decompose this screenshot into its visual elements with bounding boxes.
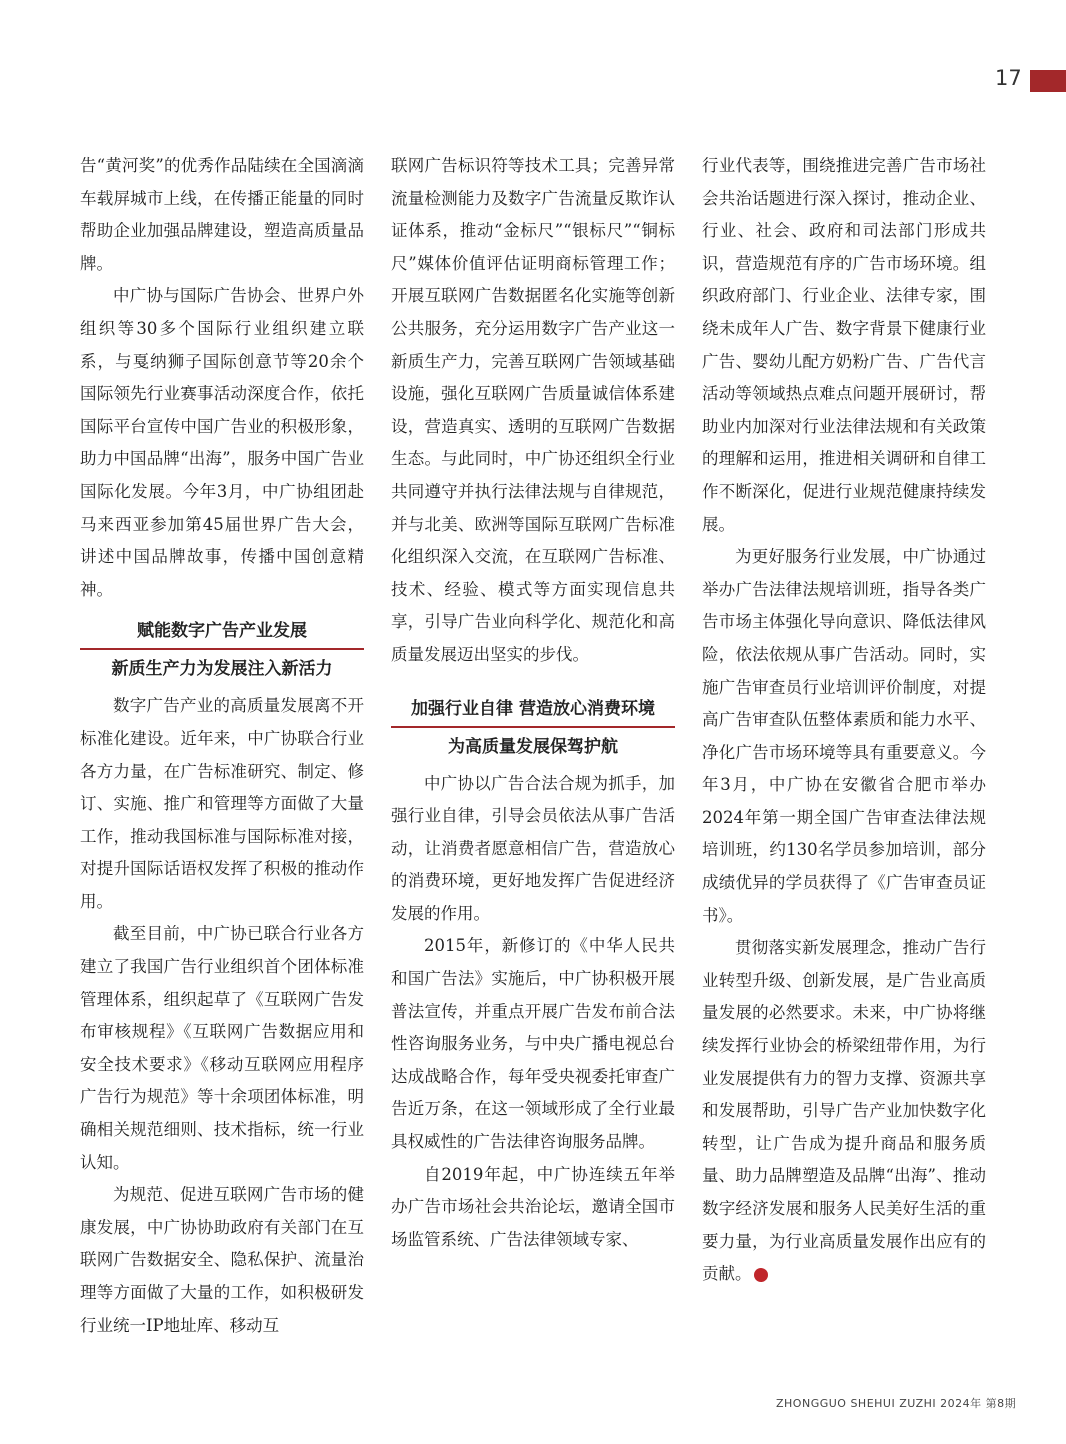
page-number: 17 <box>995 66 1022 90</box>
paragraph <box>702 932 986 1291</box>
footer-publication-info: ZHONGGUO SHEHUI ZUZHI 2024年 第8期 <box>776 1397 1017 1410</box>
paragraph: 告“黄河奖”的优秀作品陆续在全国滴滴车载屏城市上线，在传播正能量的同时帮助企业加强品牌建设，塑造高质量品牌。 <box>80 156 364 273</box>
section-subtitle: 为高质量发展保驾护航 <box>448 736 618 757</box>
paragraph: 截至目前，中广协已联合行业各方建立了我国广告行业组织首个团体标准管理体系，组织起草了《互联网广告发布审核规程》《互联网广告数据应用和安全技术要求》《移动互联网应用程序广告行为规范》等十余项团体标准，明确相关规范细则、技术指标，统一行业认知。 <box>80 924 364 1172</box>
paragraph: 行业代表等，围绕推进完善广告市场社会共治话题进行深入探讨，推动企业、行业、社会、政府和司法部门形成共识，营造规范有序的广告市场环境。组织政府部门、行业企业、法律专家，围绕未成年人广告、数字背景下健康行业广告、婴幼儿配方奶粉广告、广告代言活动等领域热点难点问题开展研讨，帮助业内加深对行业法律法规和有关政策的理解和运用，推进相关调研和自律工作不断深化，促进行业规范健康持续发展。 <box>702 156 986 534</box>
end-of-article-icon <box>754 1268 768 1282</box>
column-3 <box>702 150 986 1291</box>
section-divider <box>80 648 364 650</box>
page-number-bar <box>1030 70 1066 92</box>
paragraph-text: 贯彻落实新发展理念，推动广告行业转型升级、创新发展，是广告业高质量发展的必然要求。未来，中广协将继续发挥行业协会的桥梁纽带作用，为行业发展提供有力的智力支撑、资源共享和发展帮助，引导广告产业加快数字化转型，让广告成为提升商品和服务质量、助力品牌塑造及品牌“出海”、推动数字经济发展和服务人民美好生活的重要力量，为行业高质量发展作出应有的贡献。 <box>702 938 986 1284</box>
section-title: 赋能数字广告产业发展 <box>137 621 307 642</box>
section-subtitle: 新质生产力为发展注入新活力 <box>111 659 333 680</box>
paragraph: 自2019年起，中广协连续五年举办广告市场社会共治论坛，邀请全国市场监管系统、广告法律领域专家、 <box>391 1164 675 1249</box>
column-1 <box>80 150 364 1342</box>
section-heading <box>80 616 364 684</box>
paragraph: 中广协与国际广告协会、世界户外组织等30多个国际行业组织建立联系，与戛纳狮子国际创意节等20余个国际领先行业赛事活动深度合作，依托国际平台宣传中国广告业的积极形象，助力中国品牌“出海”，服务中国广告业国际化发展。今年3月，中广协组团赴马来西亚参加第45届世界广告大会，讲述中国品牌故事，传播中国创意精神。 <box>80 286 364 599</box>
paragraph: 2015年，新修订的《中华人民共和国广告法》实施后，中广协积极开展普法宣传，并重点开展广告发布前合法性咨询服务业务，与中央广播电视总台达成战略合作，每年受央视委托审查广告近万条，在这一领域形成了全行业最具权威性的广告法律咨询服务品牌。 <box>391 936 675 1152</box>
section-divider <box>391 726 675 728</box>
section-heading <box>391 694 675 762</box>
paragraph: 数字广告产业的高质量发展离不开标准化建设。近年来，中广协联合行业各方力量，在广告标准研究、制定、修订、实施、推广和管理等方面做了大量工作，推动我国标准与国际标准对接，对提升国际话语权发挥了积极的推动作用。 <box>80 696 364 911</box>
column-2 <box>391 150 675 1256</box>
paragraph: 中广协以广告合法合规为抓手，加强行业自律，引导会员依法从事广告活动，让消费者愿意相信广告，营造放心的消费环境，更好地发挥广告促进经济发展的作用。 <box>391 773 675 923</box>
paragraph: 为规范、促进互联网广告市场的健康发展，中广协协助政府有关部门在互联网广告数据安全、隐私保护、流量治理等方面做了大量的工作，如积极研发行业统一IP地址库、移动互 <box>80 1185 364 1335</box>
paragraph: 联网广告标识符等技术工具；完善异常流量检测能力及数字广告流量反欺诈认证体系，推动“金标尺”“银标尺”“铜标尺”媒体价值评估证明商标管理工作；开展互联网广告数据匿名化实施等创新公共服务，充分运用数字广告产业这一新质生产力，完善互联网广告领域基础设施，强化互联网广告质量诚信体系建设，营造真实、透明的互联网广告数据生态。与此同时，中广协还组织全行业共同遵守并执行法律法规与自律规范，并与北美、欧洲等国际互联网广告标准化组织深入交流，在互联网广告标准、技术、经验、模式等方面实现信息共享，引导广告业向科学化、规范化和高质量发展迈出坚实的步伐。 <box>391 156 675 664</box>
paragraph: 为更好服务行业发展，中广协通过举办广告法律法规培训班，指导各类广告市场主体强化导向意识、降低法律风险，依法依规从事广告活动。同时，实施广告审查员行业培训评价制度，对提高广告审查队伍整体素质和能力水平、净化广告市场环境等具有重要意义。今年3月，中广协在安徽省合肥市举办2024年第一期全国广告审查法律法规培训班，约130名学员参加培训，部分成绩优异的学员获得了《广告审查员证书》。 <box>702 547 986 925</box>
section-title: 加强行业自律 营造放心消费环境 <box>411 698 655 719</box>
